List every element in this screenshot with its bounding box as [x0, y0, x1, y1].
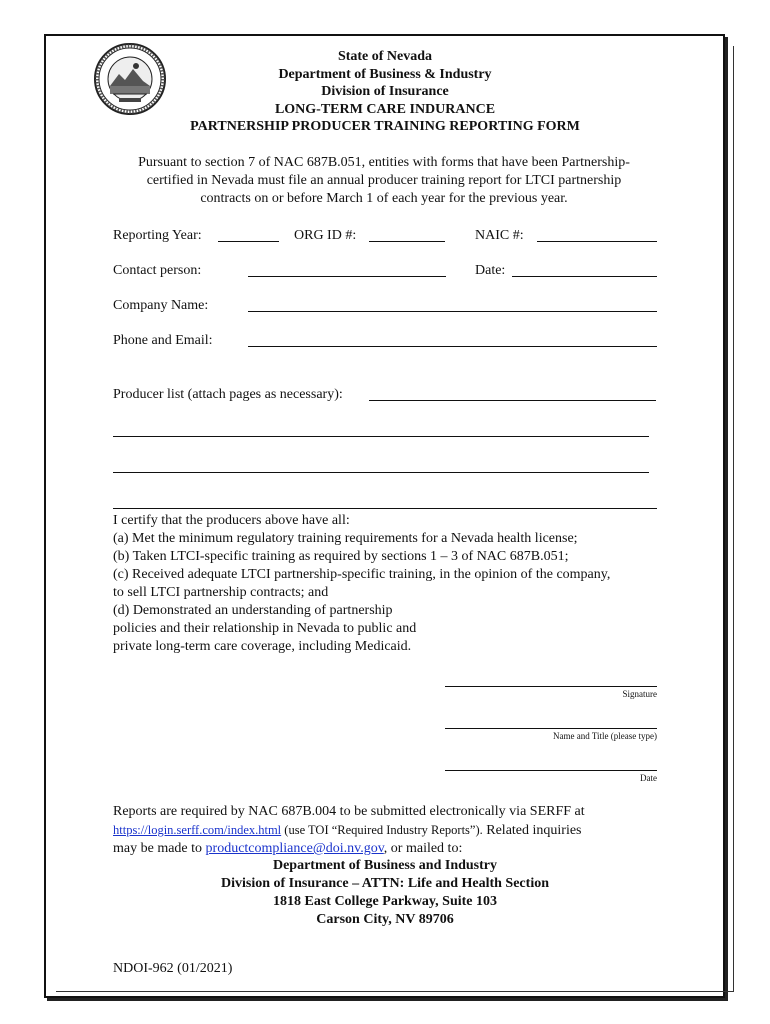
certification-line: I certify that the producers above have all: [113, 513, 350, 528]
name-title-caption: Name and Title (please type) [553, 731, 657, 741]
intro-line: Pursuant to section 7 of NAC 687B.051, entities with forms that have been Partnership- [138, 155, 630, 170]
org-id-label: ORG ID #: [294, 228, 357, 243]
signature-date-field[interactable] [445, 770, 657, 771]
address-line: Carson City, NV 89706 [316, 912, 454, 927]
certification-text [113, 512, 673, 656]
company-name-field[interactable] [248, 311, 657, 312]
inquiries-intro: may be made to [113, 841, 206, 856]
date-field[interactable] [512, 276, 657, 277]
instructions-line [113, 840, 693, 858]
certification-line: (d) Demonstrated an understanding of partnership [113, 603, 393, 618]
date-label: Date: [475, 263, 506, 278]
related-inquiries-text: Related inquiries [482, 823, 582, 838]
certification-line: to sell LTCI partnership contracts; and [113, 585, 329, 600]
producer-list-label: Producer list (attach pages as necessary): [113, 387, 343, 402]
certification-line: (c) Received adequate LTCI partnership-specific training, in the opinion of the company, [113, 567, 611, 582]
mailed-to-text: , or mailed to: [383, 841, 463, 856]
instructions-line [113, 821, 693, 840]
form-header [100, 48, 670, 136]
org-id-field[interactable] [369, 241, 445, 242]
producer-list-line[interactable] [113, 508, 657, 509]
contact-person-field[interactable] [248, 276, 446, 277]
intro-line: certified in Nevada must file an annual producer training report for LTCI partnership [146, 173, 622, 188]
reporting-year-field[interactable] [218, 241, 279, 242]
mailing-address [140, 857, 630, 929]
naic-label: NAIC #: [475, 228, 524, 243]
header-program: LONG-TERM CARE INDURANCE [274, 101, 496, 117]
address-line: 1818 East College Parkway, Suite 103 [273, 894, 497, 909]
naic-field[interactable] [537, 241, 657, 242]
producer-list-field[interactable] [369, 400, 656, 401]
header-division: Division of Insurance [321, 84, 449, 99]
company-name-label: Company Name: [113, 298, 209, 313]
producer-list-line[interactable] [113, 436, 649, 437]
name-title-field[interactable] [445, 728, 657, 729]
signature-date-caption: Date [640, 773, 657, 783]
serff-link[interactable]: https://login.serff.com/index.html [113, 823, 282, 837]
phone-email-field[interactable] [248, 346, 657, 347]
header-state: State of Nevada [337, 49, 433, 64]
intro-paragraph [108, 154, 660, 208]
email-link[interactable]: productcompliance@doi.nv.gov [205, 841, 384, 856]
contact-person-label: Contact person: [113, 263, 202, 278]
toi-note: (use TOI “Required Industry Reports”). [281, 823, 483, 837]
signature-field[interactable] [445, 686, 657, 687]
instructions-line: Reports are required by NAC 687B.004 to be submitted electronically via SERFF at [113, 804, 585, 819]
page-edge-right [733, 46, 734, 991]
page-edge-bottom [56, 991, 734, 992]
producer-list-line[interactable] [113, 472, 649, 473]
reporting-year-label: Reporting Year: [113, 228, 202, 243]
certification-line: policies and their relationship in Nevada to public and [113, 621, 417, 636]
phone-email-label: Phone and Email: [113, 333, 213, 348]
header-department: Department of Business & Industry [278, 66, 492, 82]
intro-line: contracts on or before March 1 of each year for the previous year. [200, 191, 568, 206]
address-line: Department of Business and Industry [272, 858, 498, 873]
certification-line: private long-term care coverage, including Medicaid. [113, 639, 412, 654]
certification-line: (b) Taken LTCI-specific training as required by sections 1 – 3 of NAC 687B.051; [113, 549, 569, 564]
form-title: PARTNERSHIP PRODUCER TRAINING REPORTING FORM [190, 119, 580, 134]
signature-caption: Signature [622, 689, 657, 699]
submission-instructions [113, 803, 693, 858]
form-number: NDOI-962 (01/2021) [113, 961, 233, 976]
address-line: Division of Insurance – ATTN: Life and Health Section [221, 876, 549, 891]
certification-line: (a) Met the minimum regulatory training requirements for a Nevada health license; [113, 531, 578, 546]
